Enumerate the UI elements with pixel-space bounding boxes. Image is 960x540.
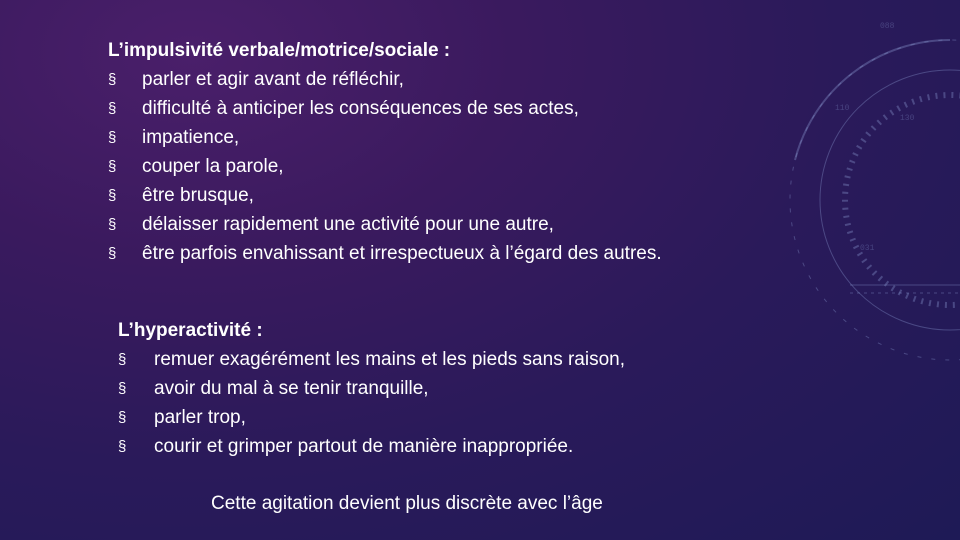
- hyperactivity-section: [118, 316, 625, 461]
- list-item: [108, 123, 662, 152]
- list-item-text: impatience,: [142, 127, 240, 148]
- bullet-icon: §: [118, 438, 127, 455]
- list-item: [108, 94, 662, 123]
- list-item: [108, 181, 662, 210]
- list-item: [118, 374, 625, 403]
- svg-text:088: 088: [880, 22, 895, 31]
- bullet-icon: §: [108, 71, 117, 88]
- bullet-icon: §: [108, 129, 117, 146]
- list-item-text: avoir du mal à se tenir tranquille,: [154, 378, 429, 399]
- svg-text:130: 130: [900, 114, 915, 123]
- list-item: [108, 210, 662, 239]
- bullet-icon: §: [118, 351, 127, 368]
- list-item: [108, 239, 662, 268]
- bullet-icon: §: [118, 380, 127, 397]
- list-item-text: couper la parole,: [142, 156, 284, 177]
- list-item: [118, 345, 625, 374]
- list-item-text: courir et grimper partout de manière inappropriée.: [154, 436, 574, 457]
- list-item: [108, 152, 662, 181]
- list-item: [118, 432, 625, 461]
- list-item-text: délaisser rapidement une activité pour une autre,: [142, 214, 554, 235]
- impulsivity-heading: L’impulsivité verbale/motrice/sociale :: [108, 40, 451, 61]
- list-item-text: être brusque,: [142, 185, 254, 206]
- bullet-icon: §: [118, 409, 127, 426]
- list-item-text: parler trop,: [154, 407, 246, 428]
- bullet-icon: §: [108, 158, 117, 175]
- list-item-text: parler et agir avant de réfléchir,: [142, 69, 404, 90]
- bullet-icon: §: [108, 216, 117, 233]
- svg-text:031: 031: [860, 244, 875, 253]
- background-hud-decoration: [700, 0, 960, 540]
- list-item-text: être parfois envahissant et irrespectueux à l’égard des autres.: [142, 243, 662, 264]
- footer-note: Cette agitation devient plus discrète avec l’âge: [211, 493, 603, 514]
- list-item-text: difficulté à anticiper les conséquences de ses actes,: [142, 98, 579, 119]
- list-item: [118, 403, 625, 432]
- impulsivity-section: [108, 36, 662, 268]
- bullet-icon: §: [108, 245, 117, 262]
- bullet-icon: §: [108, 187, 117, 204]
- list-item-text: remuer exagérément les mains et les pieds sans raison,: [154, 349, 626, 370]
- bullet-icon: §: [108, 100, 117, 117]
- hyperactivity-heading: L’hyperactivité :: [118, 320, 263, 341]
- list-item: [108, 65, 662, 94]
- svg-text:110: 110: [835, 104, 850, 113]
